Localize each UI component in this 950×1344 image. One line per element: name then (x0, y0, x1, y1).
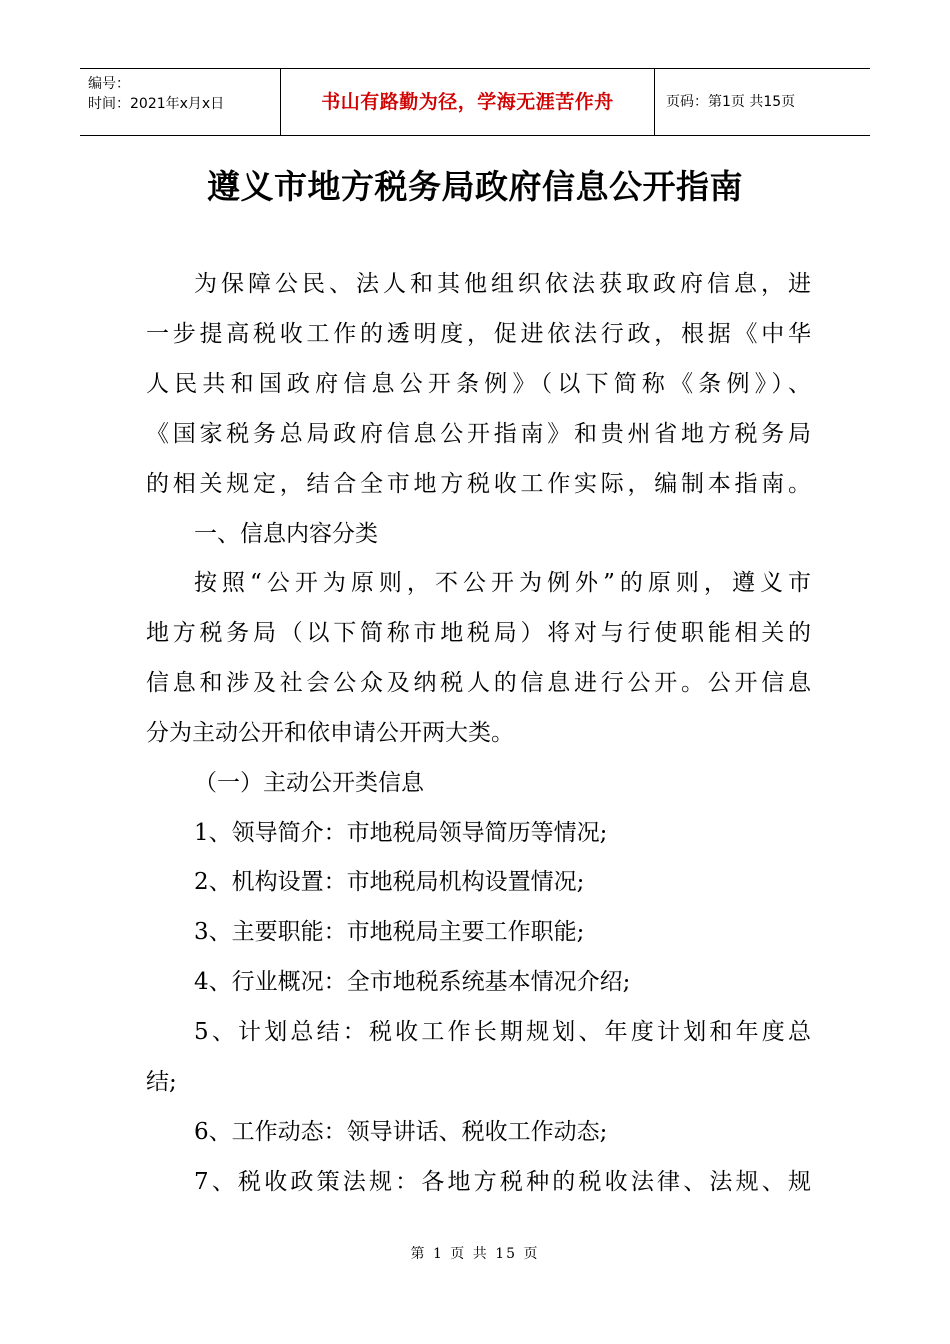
body-line: 分为主动公开和依申请公开两大类。 (146, 720, 514, 746)
list-item: 5、计划总结：税收工作长期规划、年度计划和年度总 (194, 1019, 811, 1045)
body-line: 《国家税务总局政府信息公开指南》和贵州省地方税务局 (146, 421, 811, 447)
list-item-continuation: 结; (146, 1069, 177, 1095)
header-meta (80, 69, 281, 135)
list-item: 2、机构设置：市地税局机构设置情况; (194, 869, 585, 895)
section-heading: 一、信息内容分类 (194, 521, 378, 547)
list-item: 4、行业概况：全市地税系统基本情况介绍; (194, 969, 631, 995)
document-title: 遵义市地方税务局政府信息公开指南 (207, 167, 743, 206)
subsection-heading: （一）主动公开类信息 (194, 770, 424, 796)
list-item: 1、领导简介：市地税局领导简历等情况; (194, 820, 608, 846)
list-item: 3、主要职能：市地税局主要工作职能; (194, 919, 585, 945)
body-line: 地方税务局（以下简称市地税局）将对与行使职能相关的 (146, 620, 811, 646)
body-line: 一步提高税收工作的透明度，促进依法行政，根据《中华 (146, 321, 811, 347)
header-page-info: 页码：第1页 共15页 (666, 94, 796, 110)
number-label: 编号： (88, 76, 130, 92)
body-line: 按照“公开为原则，不公开为例外”的原则，遵义市 (194, 570, 811, 596)
body-line: 信息和涉及社会公众及纳税人的信息进行公开。公开信息 (146, 670, 811, 696)
list-item: 7、税收政策法规：各地方税种的税收法律、法规、规 (194, 1169, 811, 1195)
time-label: 时间：2021年x月x日 (88, 96, 225, 112)
body-line: 人民共和国政府信息公开条例》（以下简称《条例》）、 (146, 371, 811, 397)
document-header (80, 68, 870, 136)
body-line: 为保障公民、法人和其他组织依法获取政府信息，进 (194, 271, 811, 297)
body-line: 的相关规定，结合全市地方税收工作实际，编制本指南。 (146, 471, 811, 497)
list-item: 6、工作动态：领导讲话、税收工作动态; (194, 1119, 608, 1145)
page-footer: 第 1 页 共 15 页 (410, 1246, 540, 1262)
header-motto: 书山有路勤为径，学海无涯苦作舟 (281, 69, 655, 135)
